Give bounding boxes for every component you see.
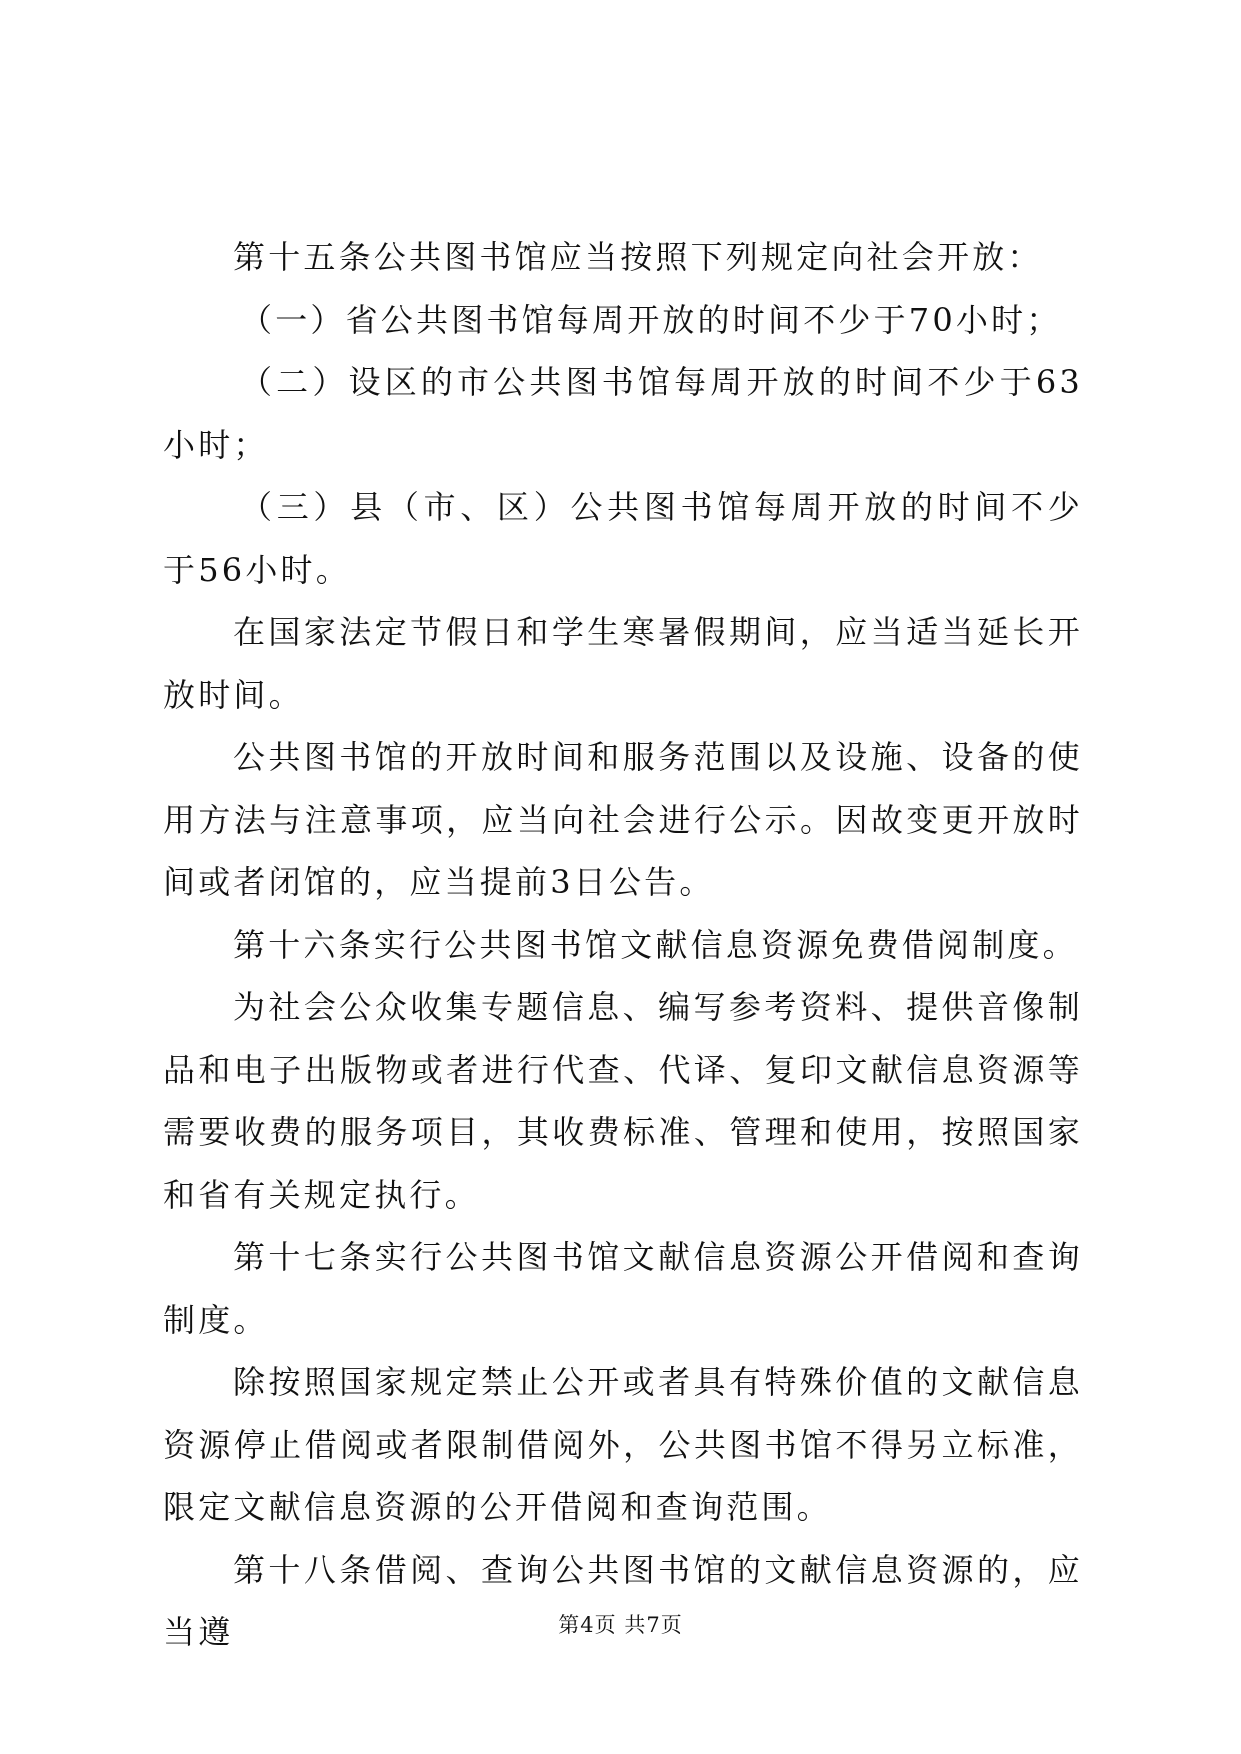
- open-access-paragraph: 除按照国家规定禁止公开或者具有特殊价值的文献信息资源停止借阅或者限制借阅外，公共图书馆不得另立标准，限定文献信息资源的公开借阅和查询范围。: [163, 1363, 1083, 1526]
- article-15-item-2: （二）设区的市公共图书馆每周开放的时间不少于63小时；: [163, 363, 1083, 464]
- article-15-heading: 第十五条公共图书馆应当按照下列规定向社会开放：: [233, 238, 1043, 276]
- public-notice-paragraph: 公共图书馆的开放时间和服务范围以及设施、设备的使用方法与注意事项，应当向社会进行公示。因故变更开放时间或者闭馆的，应当提前3日公告。: [163, 738, 1083, 901]
- page-number-label: 第4页 共7页: [558, 1613, 683, 1637]
- page-footer: [0, 1610, 1241, 1640]
- article-18-heading: 第十八条借阅、查询公共图书馆的文献信息资源的，应当遵: [163, 1550, 1083, 1651]
- article-15-item-1: （一）省公共图书馆每周开放的时间不少于70小时；: [240, 300, 1062, 339]
- article-16-heading: 第十六条实行公共图书馆文献信息资源免费借阅制度。: [233, 925, 1078, 964]
- article-17-heading: 第十七条实行公共图书馆文献信息资源公开借阅和查询制度。: [163, 1238, 1083, 1339]
- fee-services-paragraph: 为社会公众收集专题信息、编写参考资料、提供音像制品和电子出版物或者进行代查、代译、复印文献信息资源等需要收费的服务项目，其收费标准、管理和使用，按照国家和省有关规定执行。: [163, 988, 1083, 1214]
- holiday-extension-paragraph: 在国家法定节假日和学生寒暑假期间，应当适当延长开放时间。: [163, 613, 1083, 714]
- article-15-item-3: （三）县（市、区）公共图书馆每周开放的时间不少于56小时。: [163, 488, 1083, 589]
- document-body: [163, 226, 1083, 1664]
